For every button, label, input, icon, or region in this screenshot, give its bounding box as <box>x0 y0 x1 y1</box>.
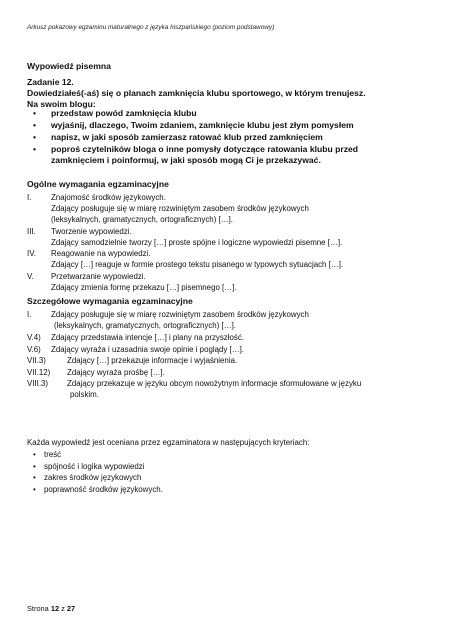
detailed-requirement <box>27 332 437 343</box>
bullet-icon: • <box>33 132 37 142</box>
task-title: Zadanie 12. <box>27 77 74 87</box>
requirement-text <box>27 332 437 343</box>
page-footer: Strona 12 z 27 <box>27 604 76 613</box>
requirement-number: I. <box>27 193 32 202</box>
requirement-text <box>51 271 437 293</box>
criteria-item-text: zakres środków językowych <box>44 473 142 482</box>
requirement-line: Tworzenie wypowiedzi. <box>51 227 132 236</box>
criteria-item-text: spójność i logika wypowiedzi <box>44 461 145 471</box>
criteria-item <box>27 484 437 495</box>
requirement-number: VII.3) <box>27 356 46 365</box>
requirement-text <box>51 309 437 331</box>
requirement-line: polskim. <box>70 390 99 400</box>
bullet-icon: • <box>33 450 36 459</box>
bullet-icon: • <box>33 484 36 494</box>
task-bullet-line: poproś czytelników bloga o inne pomysły dotyczące ratowania klubu przed <box>51 144 359 154</box>
section-heading: Wypowiedź pisemna <box>27 61 111 71</box>
task-bullet <box>27 120 437 131</box>
requirement-line: Zdający wyraża i uzasadnia swoje opinie i poglądy […]. <box>51 345 244 354</box>
general-requirement <box>27 192 437 226</box>
requirement-line: Zdający przedstawia intencje […] i plany na przyszłość. <box>51 333 244 342</box>
page-total: 27 <box>66 604 76 613</box>
requirement-number: VIII.3) <box>27 379 49 388</box>
task-bullet <box>27 132 437 143</box>
requirement-line: Zdający posługuje się w miarę rozwiniętym zasobem środków językowych <box>51 310 309 319</box>
task-line-1: Dowiedziałeś(-aś) się o planach zamknięcia klubu sportowego, w którym trenujesz. <box>27 88 366 99</box>
detailed-requirement <box>27 367 437 378</box>
requirement-number: V.6) <box>27 345 41 354</box>
requirement-line: Zdający samodzielnie tworzy […] proste spójne i logiczne wypowiedzi pisemne […]. <box>51 238 343 248</box>
general-requirement <box>27 226 437 248</box>
detailed-requirements-title: Szczegółowe wymagania egzaminacyjne <box>27 296 193 306</box>
bullet-icon: • <box>33 473 36 482</box>
task-bullet <box>27 108 437 119</box>
requirement-text <box>27 378 437 400</box>
task-bullet-text <box>51 132 437 143</box>
task-bullet-line: zamknięciem i poinformuj, w jaki sposób mogą Ci je przekazywać. <box>51 155 321 166</box>
task-bullet-line: przedstaw powód zamknięcia klubu <box>51 108 197 118</box>
requirement-line: Zdający […] reaguje w formie prostego tekstu pisanego w typowych sytuacjach […]. <box>51 260 344 270</box>
requirement-number: VII.12) <box>27 368 51 377</box>
criteria-intro: Każda wypowiedź jest oceniana przez egzaminatora w następujących kryteriach: <box>27 438 310 447</box>
general-requirement <box>27 271 437 293</box>
bullet-icon: • <box>33 144 37 154</box>
detailed-requirement <box>27 355 437 366</box>
task-line-2: Na swoim blogu: <box>27 99 96 110</box>
criteria-item <box>27 472 437 483</box>
requirement-text <box>51 226 437 248</box>
requirement-line: Zdający zmienia formę przekazu […] pisemnego […]. <box>51 283 237 293</box>
requirement-number: III. <box>27 227 36 236</box>
page-number: 12 <box>50 604 60 613</box>
detailed-requirement <box>27 309 437 331</box>
requirement-line: Znajomość środków językowych. <box>51 193 166 202</box>
requirement-line: Zdający […] przekazuje informacje i wyjaśnienia. <box>67 356 238 365</box>
requirement-line: (leksykalnych, gramatycznych, ortograficznych) […]. <box>51 215 233 225</box>
requirement-text <box>51 192 437 226</box>
criteria-item-text: poprawność środków językowych. <box>44 484 163 494</box>
requirement-number: V. <box>27 272 34 281</box>
task-bullet-line: napisz, w jaki sposób zamierzasz ratować klub przed zamknięciem <box>51 132 323 142</box>
requirement-number: I. <box>27 310 32 319</box>
bullet-icon: • <box>33 108 37 118</box>
task-bullet-text <box>51 120 437 131</box>
general-requirements-title: Ogólne wymagania egzaminacyjne <box>27 179 169 189</box>
criteria-item <box>27 449 437 460</box>
requirement-line: Reagowanie na wypowiedzi. <box>51 249 151 258</box>
page-header: Arkusz pokazowy egzaminu maturalnego z języka hiszpańskiego (poziom podstawowy) <box>27 24 275 31</box>
requirement-text <box>51 248 437 270</box>
requirement-line: Zdający posługuje się w miarę rozwiniętym zasobem środków językowych <box>51 204 309 214</box>
general-requirement <box>27 248 437 270</box>
requirement-text <box>27 344 437 355</box>
requirement-line: Przetwarzanie wypowiedzi. <box>51 272 146 281</box>
criteria-item <box>27 461 437 472</box>
requirement-number: IV. <box>27 249 36 258</box>
bullet-icon: • <box>33 120 37 130</box>
requirement-number: V.4) <box>27 333 41 342</box>
criteria-item-text: treść <box>44 450 62 459</box>
requirement-text <box>27 355 437 366</box>
requirement-line: Zdający wyraża prośbę […]. <box>67 368 165 377</box>
detailed-requirement <box>27 378 437 400</box>
task-bullet-text <box>51 108 437 119</box>
task-bullet-text <box>51 144 437 166</box>
bullet-icon: • <box>33 461 36 471</box>
detailed-requirement <box>27 344 437 355</box>
task-bullet-line: wyjaśnij, dlaczego, Twoim zdaniem, zamknięcie klubu jest złym pomysłem <box>51 120 354 130</box>
requirement-line: Zdający przekazuje w języku obcym nowożytnym informacje sformułowane w języku <box>67 379 362 388</box>
requirement-line: (leksykalnych, gramatycznych, ortograficznych) […]. <box>54 321 236 331</box>
task-bullet <box>27 144 437 166</box>
task-prompt <box>27 77 437 111</box>
requirement-text <box>27 367 437 378</box>
